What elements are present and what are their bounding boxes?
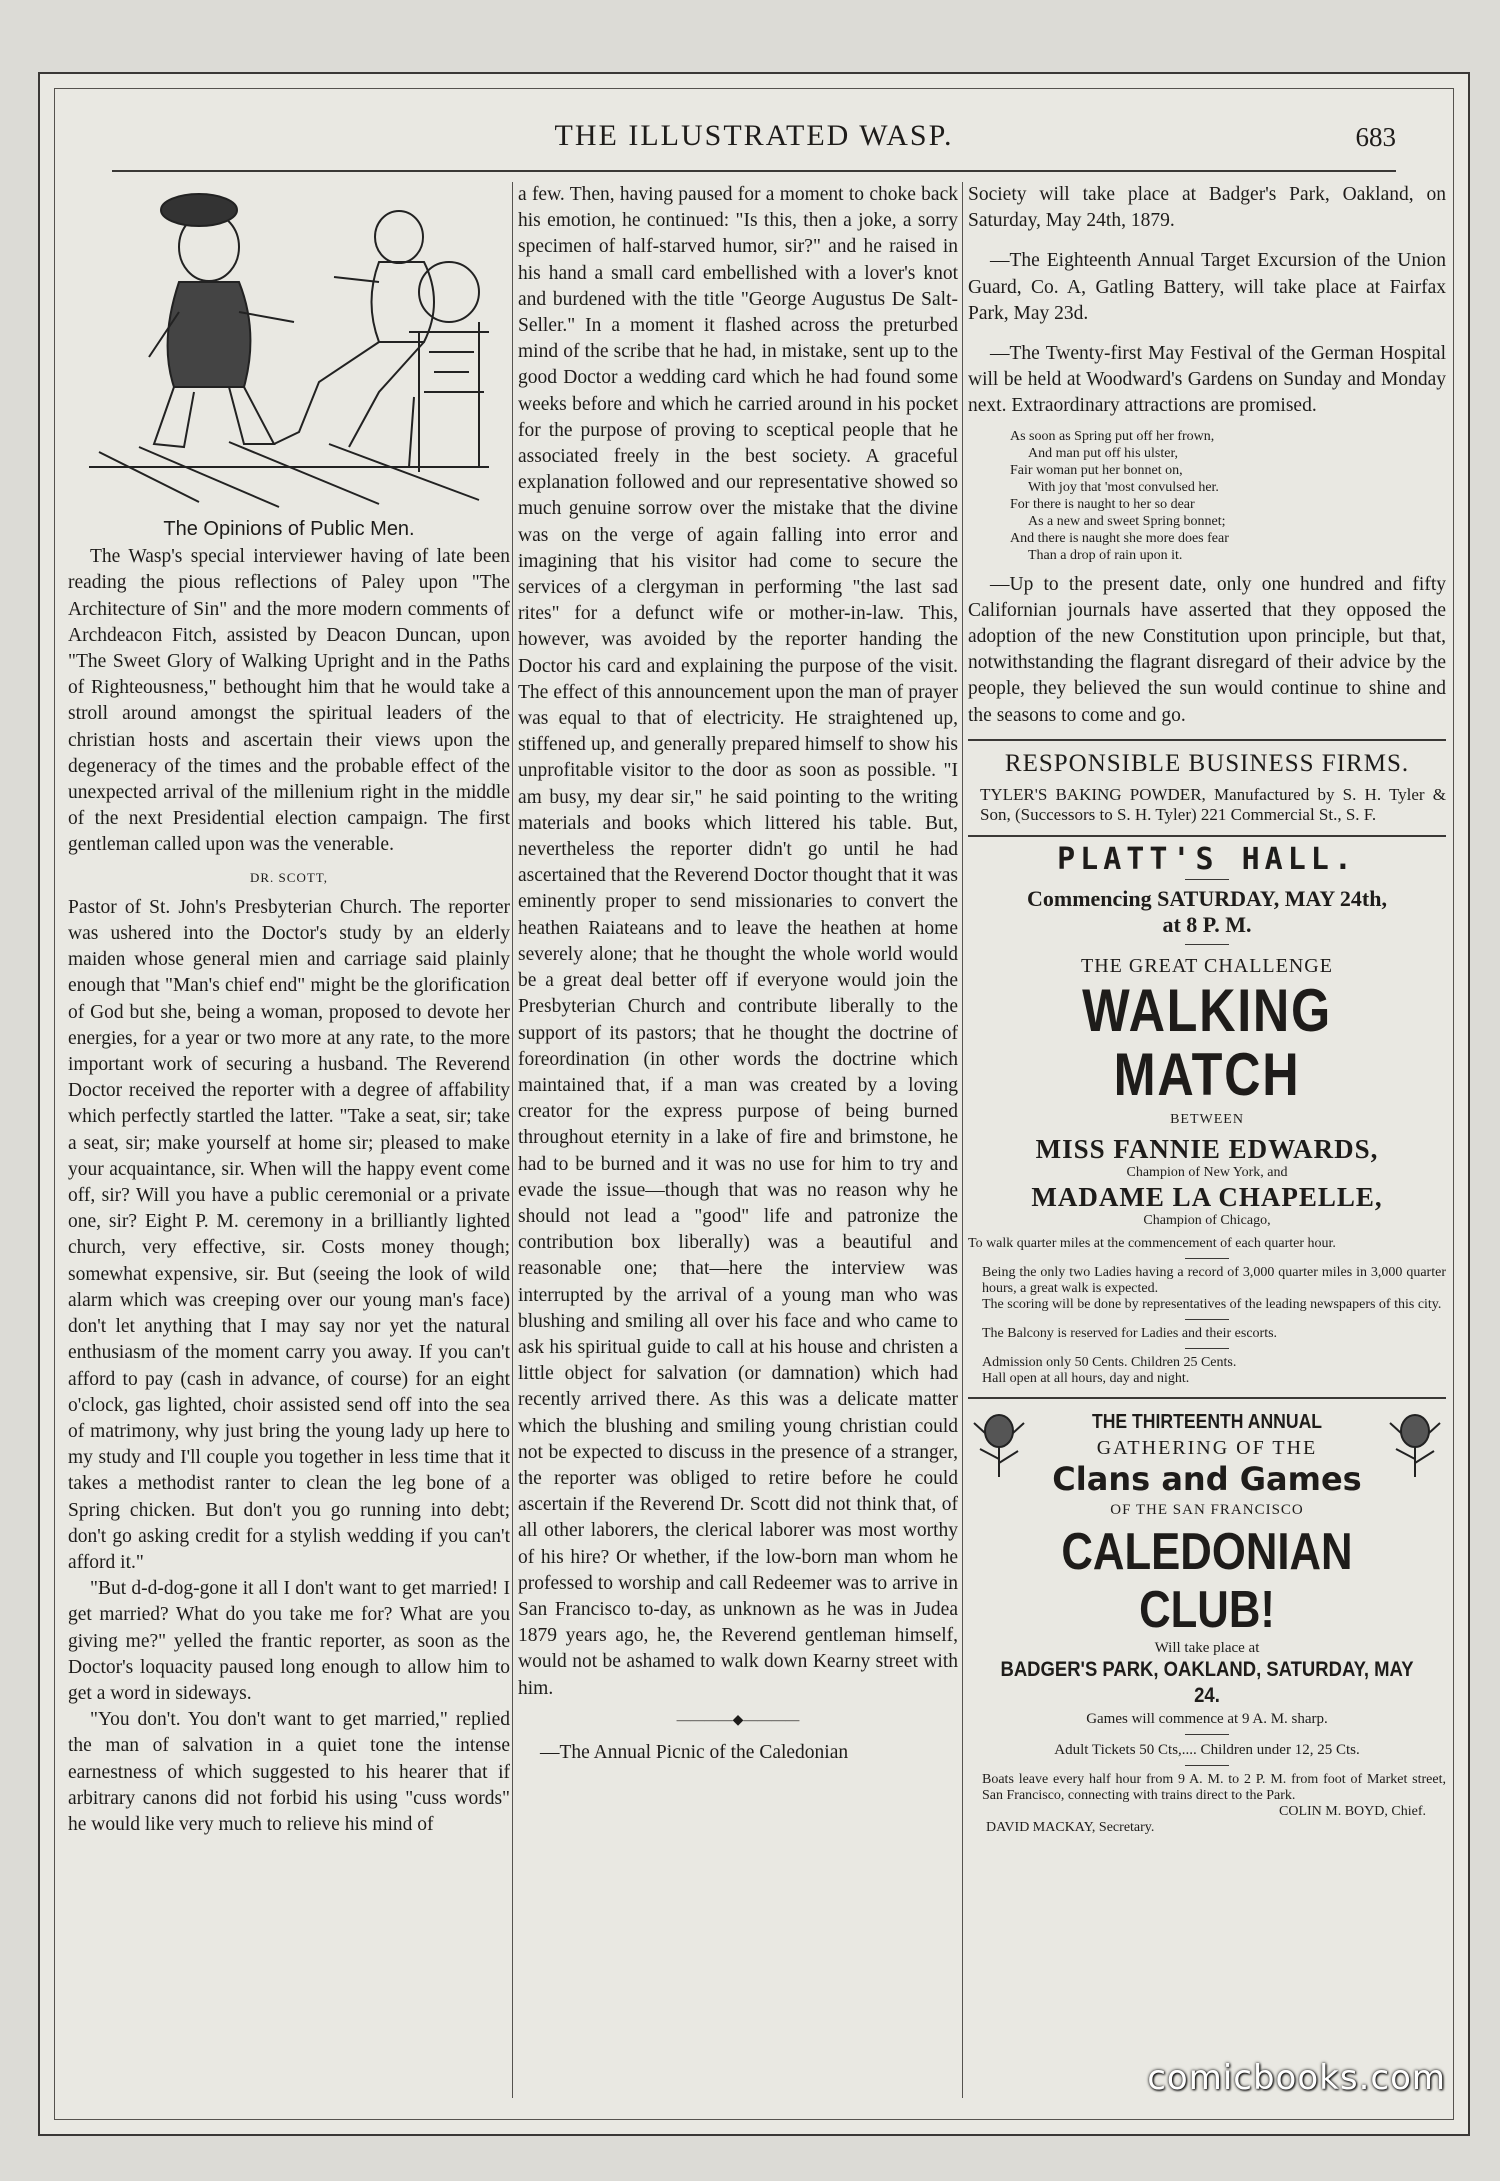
section-rule: [968, 1397, 1446, 1399]
section-rule: [968, 835, 1446, 837]
between-label: BETWEEN: [1170, 1112, 1244, 1128]
short-rule: [1185, 879, 1229, 880]
caledonian-venue: BADGER'S PARK, OAKLAND, SATURDAY, MAY 24.: [1000, 1658, 1414, 1708]
contestant-title: Champion of Chicago,: [1143, 1212, 1271, 1228]
column-1: [68, 182, 510, 2098]
poem-line: As a new and sweet Spring bonnet;: [1028, 513, 1226, 529]
ticket-prices: Adult Tickets 50 Cts,.... Children under 12, 25 Cts.: [1054, 1741, 1360, 1758]
article-paragraph: —Up to the present date, only one hundred and fifty Californian journals have asserted that they opposed the adoption of the new Constitution upon principle, but that, notwithstanding the flagrant disregard of their advice by the people, they believed the sun would continue to shine and the seasons to come and go.: [968, 573, 1446, 726]
page-number: 683: [1355, 122, 1396, 152]
short-rule: [1185, 1348, 1229, 1349]
column-2: [518, 182, 958, 2098]
article-paragraph: Society will take place at Badger's Park, Oakland, on Saturday, May 24th, 1879.: [968, 184, 1446, 232]
header-rule: [112, 170, 1396, 172]
contestant-title: Champion of New York, and: [1126, 1164, 1288, 1180]
site-watermark: comicbooks.com: [1147, 2058, 1446, 2098]
business-ad: TYLER'S BAKING POWDER, Manufactured by S. H. Tyler & Son, (Successors to S. H. Tyler) 221 Commercial St., S. F.: [980, 785, 1446, 825]
poem-line: Fair woman put her bonnet on,: [1010, 462, 1183, 478]
short-rule: [1185, 1734, 1229, 1735]
poem: [968, 428, 1446, 564]
clans-and-games-heading: Clans and Games: [1052, 1460, 1362, 1499]
contestant-name: MISS FANNIE EDWARDS,: [1035, 1133, 1379, 1164]
challenge-heading: THE GREAT CHALLENGE: [1081, 955, 1333, 978]
column-divider: [512, 182, 513, 2098]
article-paragraph: —The Twenty-first May Festival of the German Hospital will be held at Woodward's Gardens on Sunday and Monday next. Extraordinary attractions are promised.: [968, 343, 1446, 417]
ad-text: Admission only 50 Cents. Children 25 Cents.: [982, 1354, 1237, 1370]
article-paragraph: The Wasp's special interviewer having of late been reading the pious reflections of Paley upon "The Architecture of Sin" and the more modern comments of Archdeacon Fitch, assisted by Deacon Duncan, upon "The Sweet Glory of Walking Upright and in the Paths of Righteousness," bethought him that he would take a stroll around amongst the spiritual leaders of the christian hosts and ascertain their views upon the degeneracy of the times and the probable effect of the unexpected arrival of the millenium right in the middle of the next Presidential election campaign. The first gentleman called upon was the venerable.: [68, 546, 510, 856]
short-rule: [1185, 944, 1229, 945]
caledonian-line: OF THE SAN FRANCISCO: [1110, 1502, 1304, 1519]
illustration-caption: The Opinions of Public Men.: [163, 518, 415, 540]
caledonian-line: Games will commence at 9 A. M. sharp.: [1086, 1710, 1328, 1727]
article-paragraph: a few. Then, having paused for a moment to choke back his emotion, he continued: "Is this, then a joke, a sorry specimen of half-starved humor, sir?" and he raised in his hand a small card embellished with a lover's knot and burdened with the title "George Augustus De Salt-Seller." In a moment it flashed across the preturbed mind of the scribe that he had, in mistake, sent up to the good Doctor a wedding card which he had found some weeks before and which he carried around in his pocket for the purpose of proving to sceptical people that he associated freely in the best society. A graceful explanation followed and our representative showed so much genuine sorrow over the mistake that the divine was on the verge of again falling into error and imagining that his visitor had come to secure the services of a clergyman in performing "the last sad rites" for a defunct wife or mother-in-law. This, however, was avoided by the reporter handing the Doctor his card and explaining the purpose of the visit. The effect of this announcement upon the man of prayer was equal to that of electricity. He straightened up, stiffened up, and generally prepared himself to show his unprofitable visitor to the door as soon as possible. "I am busy, my dear sir," he said pointing to the writing materials and books which littered his table. But, nevertheless the reporter didn't go until he had ascertained that the Reverend Doctor thought that it was eminently proper to send missionaries to convert the heathen Raiateans and to leave the heathen at home severely alone; that he thought the whole world would be a great deal better off if everyone would join the Presbyterian Church and contribute liberally to the support of its pastors; that he thought the doctrine of foreordination (in other words the doctrine which maintained that, if a man was created by a loving creator for the express purpose of being burned throughout eternity in a lake of fire and brimstone, he had to be burned and it was no use for him to try and evade the issue—though that was no reason why he should not lead a "good" life and patronize the contribution box liberally) was a beautiful and reasonable one; that—here the interview was interrupted by the arrival of a young man who was blushing and smiling all over his face and who came to ask his spiritual guide to call at his house and christen a little object for salvation (or damnation) which had recently arrived there. As this was a delicate matter which the blushing and smiling young christian could not be expected to discuss in the presence of a stranger, the reporter was obliged to retire before he could ascertain if the Reverend Dr. Scott did not think that, of all other laborers, the clerical laborer was most worthy of his hire? Or whether, if the low-born man whom he professed to worship and call Redeemer was to arrive in San Francisco to-day, as unknown as he was in Judea 1879 years ago, he, the Reverend gentleman himself, would not be ashamed to walk down Kearny street with him.: [518, 184, 958, 1699]
event-time: at 8 P. M.: [1162, 912, 1252, 938]
article-paragraph: Pastor of St. John's Presbyterian Church. The reporter was ushered into the Doctor's study by an elderly maiden whose general mien and carriage said plainly enough that "Man's chief end" might be the glorification of God but she, being a woman, proposed to devote her energies, for a year or two more at any rate, to the more important work of securing a husband. The Reverend Doctor received the reporter with a degree of affability which perfectly startled the latter. "Take a seat, sir; take a seat, sir; make yourself at home sir; pleased to make your acquaintance, sir. When will the happy event come off, sir? Will you have a public ceremonial or a private one, sir? Eight P. M. ceremony in a brilliantly lighted church, very effective, sir. Costs money though; somewhat expensive, sir. But (seeing the look of wild alarm which was creeping over our young man's face) don't let anything that I may say nor yet the natural enthusiasm of the moment carry you away. If you can't afford to pay (cash in advance, of course) for an eight o'clock, gas lighted, choir assisted send off into the sea of matrimony, why just bring the young lady up here to my study and I'll couple you together in less time that it takes a methodist ranter to clean the leg bone of a Spring chicken. But don't you go running into debt; don't go asking credit for a stylish wedding if you can't afford it.": [68, 896, 510, 1573]
article-paragraph: "But d-d-dog-gone it all I don't want to get married! I get married? What do you take me for? What are you giving me?" yelled the frantic reporter, as soon as the Doctor's loquacity paused long enough to allow him to get a word in sideways.: [68, 1578, 510, 1704]
signature-secretary: DAVID MACKAY, Secretary.: [986, 1819, 1155, 1835]
short-rule: [1185, 1765, 1229, 1766]
short-rule: [1185, 1319, 1229, 1320]
article-paragraph: —The Annual Picnic of the Caledonian: [540, 1741, 849, 1763]
poem-line: With joy that 'most convulsed her.: [1028, 479, 1219, 495]
event-date: Commencing SATURDAY, MAY 24th,: [1027, 886, 1387, 912]
platts-hall-title: PLATT'S HALL.: [1057, 842, 1357, 878]
poem-line: Than a drop of rain upon it.: [1028, 547, 1183, 563]
ornament-divider: ————◆————: [676, 1712, 800, 1728]
subheading: DR. SCOTT,: [249, 869, 328, 885]
caledonian-line: GATHERING OF THE: [1096, 1436, 1318, 1459]
poem-line: For there is naught to her so dear: [1010, 496, 1195, 512]
cartoon-illustration: [79, 182, 499, 512]
signature-chief: COLIN M. BOYD, Chief.: [1279, 1803, 1426, 1819]
ad-text: Being the only two Ladies having a record of 3,000 quarter miles in 3,000 quarter hours, a great walk is expected.: [982, 1264, 1446, 1296]
poem-line: And there is naught she more does fear: [1010, 530, 1229, 546]
caledonian-line: Will take place at: [1154, 1640, 1260, 1657]
column-divider: [962, 182, 963, 2098]
masthead: THE ILLUSTRATED WASP.: [554, 119, 954, 152]
article-paragraph: "You don't. You don't want to get married," replied the man of salvation in a quiet tone the intense earnestness of which suggested to his hearer that if arbitrary canons did not forbid his using "cuss words" he would like very much to relieve his mind of: [68, 1709, 510, 1835]
section-rule: [968, 739, 1446, 741]
caledonian-club-heading: CALEDONIAN CLUB!: [1061, 1523, 1353, 1640]
ad-text: The scoring will be done by representatives of the leading newspapers of this city.: [982, 1296, 1442, 1312]
poem-line: As soon as Spring put off her frown,: [1010, 428, 1215, 444]
ad-text: To walk quarter miles at the commencement of each quarter hour.: [968, 1235, 1336, 1251]
column-3: [968, 182, 1446, 2098]
caledonian-ad: [968, 1409, 1446, 1836]
newspaper-page: [38, 72, 1470, 2136]
article-paragraph: —The Eighteenth Annual Target Excursion of the Union Guard, Co. A, Gatling Battery, will take place at Fairfax Park, May 23d.: [968, 250, 1446, 324]
business-firms-title: RESPONSIBLE BUSINESS FIRMS.: [1004, 749, 1410, 777]
boat-schedule: Boats leave every half hour from 9 A. M. to 2 P. M. from foot of Market street, San Francisco, connecting with trains direct to the Park.: [982, 1771, 1446, 1803]
caledonian-line: THE THIRTEENTH ANNUAL: [1091, 1410, 1323, 1433]
ad-text: The Balcony is reserved for Ladies and their escorts.: [982, 1325, 1278, 1341]
short-rule: [1185, 1258, 1229, 1259]
contestant-name: MADAME LA CHAPELLE,: [1031, 1181, 1383, 1212]
ad-text: Hall open at all hours, day and night.: [982, 1370, 1190, 1386]
poem-line: And man put off his ulster,: [1028, 445, 1179, 461]
walking-match-heading: WALKING MATCH: [1082, 977, 1332, 1109]
